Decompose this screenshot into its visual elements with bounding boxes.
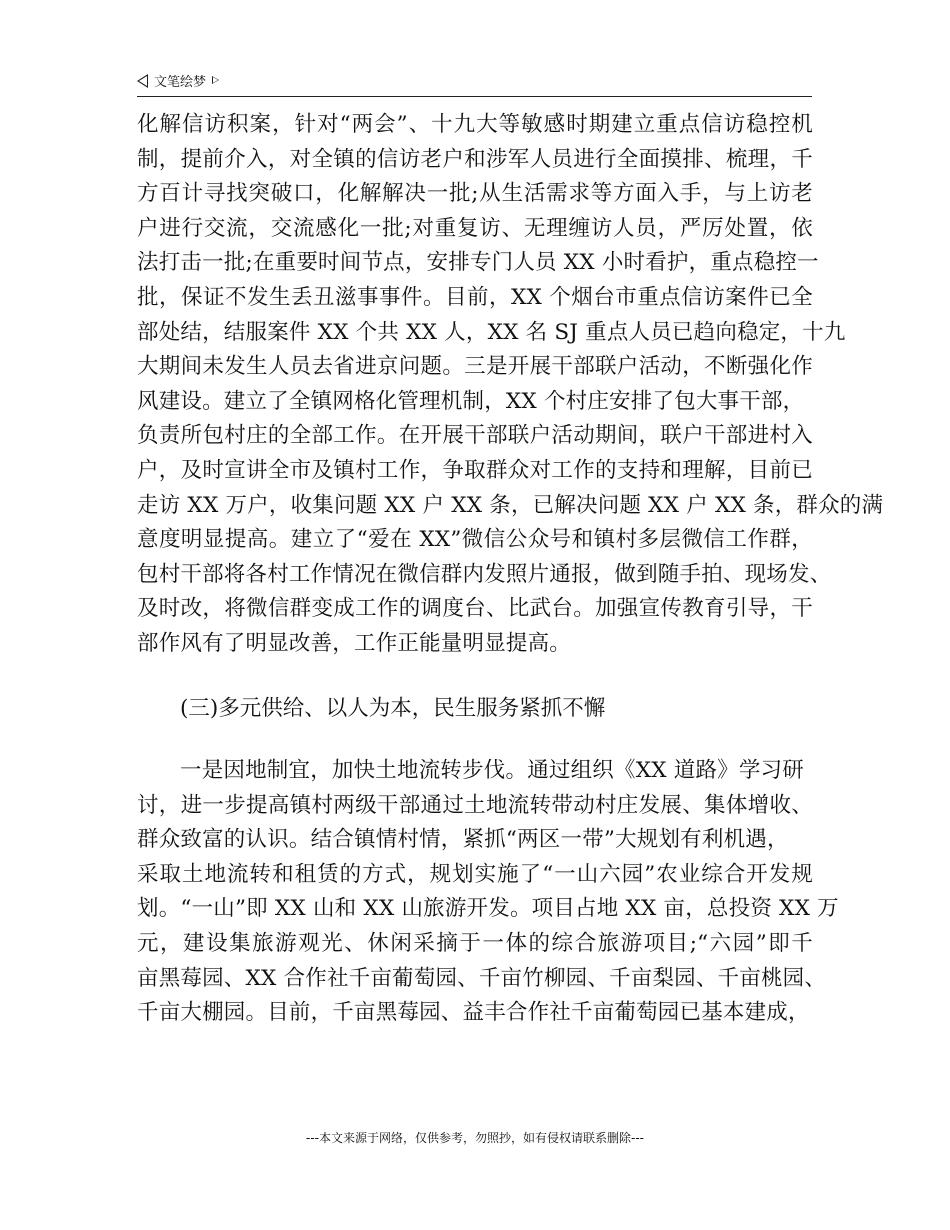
logo-text: 文笔绘梦 [154,75,207,90]
text-line: 负责所包村庄的全部工作。在开展干部联户活动期间，联户干部进村入 [137,423,813,449]
page-header [137,72,812,97]
text-line: 千亩大棚园。目前，千亩黑莓园、益丰合作社千亩葡萄园已基本建成， [137,1000,810,1026]
text-line: 部作风有了明显改善，工作正能量明显提高。 [137,630,572,656]
right-triangle-icon [212,76,219,84]
text-line: 部处结，结服案件 XX 个共 XX 人，XX 名 SJ 重点人员已趋向稳定，十九 [137,319,846,345]
header-logo [137,72,219,94]
text-line: 包村干部将各村工作情况在微信群内发照片通报，做到随手拍、现场发、 [137,561,832,587]
paragraph-2 [137,754,839,1031]
left-triangle-icon [137,74,148,88]
paragraph-1 [137,108,884,662]
text-line: 一是因地制宜，加快土地流转步伐。通过组织《XX 道路》学习研 [180,758,804,784]
text-line: 划。“一山”即 XX 山和 XX 山旅游开发。项目占地 XX 亩，总投资 XX 万 [137,896,839,922]
text-line: 方百计寻找突破口，化解解决一批;从生活需求等方面入手，与上访老 [137,181,813,207]
text-line: 风建设。建立了全镇网格化管理机制，XX 个村庄安排了包大事干部， [137,388,805,414]
text-line: 及时改，将微信群变成工作的调度台、比武台。加强宣传教育引导，干 [137,596,813,622]
text-line: 意度明显提高。建立了“爱在 XX”微信公众号和镇村多层微信工作群， [137,527,813,553]
text-line: 讨，进一步提高镇村两级干部通过土地流转带动村庄发展、集体增收、 [137,792,813,818]
text-line: 法打击一批;在重要时间节点，安排专门人员 XX 小时看护，重点稳控一 [137,250,819,276]
text-line: 户进行交流，交流感化一批;对重复访、无理缠访人员，严厉处置，依 [137,215,813,241]
document-body [137,108,884,1031]
text-line: 大期间未发生人员去省进京问题。三是开展干部联户活动，不断强化作 [137,354,813,380]
text-line: 制，提前介入，对全镇的信访老户和涉军人员进行全面摸排、梳理，千 [137,146,813,172]
text-line: 亩黑莓园、XX 合作社千亩葡萄园、千亩竹柳园、千亩梨园、千亩桃园、 [137,965,827,991]
text-line: 走访 XX 万户，收集问题 XX 户 XX 条，已解决问题 XX 户 XX 条，群众的满 [137,492,884,518]
text-line: 化解信访积案，针对“两会”、十九大等敏感时期建立重点信访稳控机 [137,112,813,137]
text-line: 批，保证不发生丢丑滋事事件。目前，XX 个烟台市重点信访案件已全 [137,284,813,310]
text-line: 户，及时宣讲全市及镇村工作，争取群众对工作的支持和理解，目前已 [137,457,813,483]
section-heading: (三)多元供给、以人为本，民生服务紧抓不懈 [180,695,606,721]
text-line: 元，建设集旅游观光、休闲采摘于一体的综合旅游项目;“六园”即千 [137,931,813,957]
text-line: 群众致富的认识。结合镇情村情，紧抓“两区一带”大规划有利机遇， [137,827,789,853]
page-footer: ---本文来源于网络，仅供参考，勿照抄，如有侵权请联系删除--- [306,1131,644,1145]
text-line: 采取土地流转和租赁的方式，规划实施了“一山六园”农业综合开发规 [137,861,813,887]
